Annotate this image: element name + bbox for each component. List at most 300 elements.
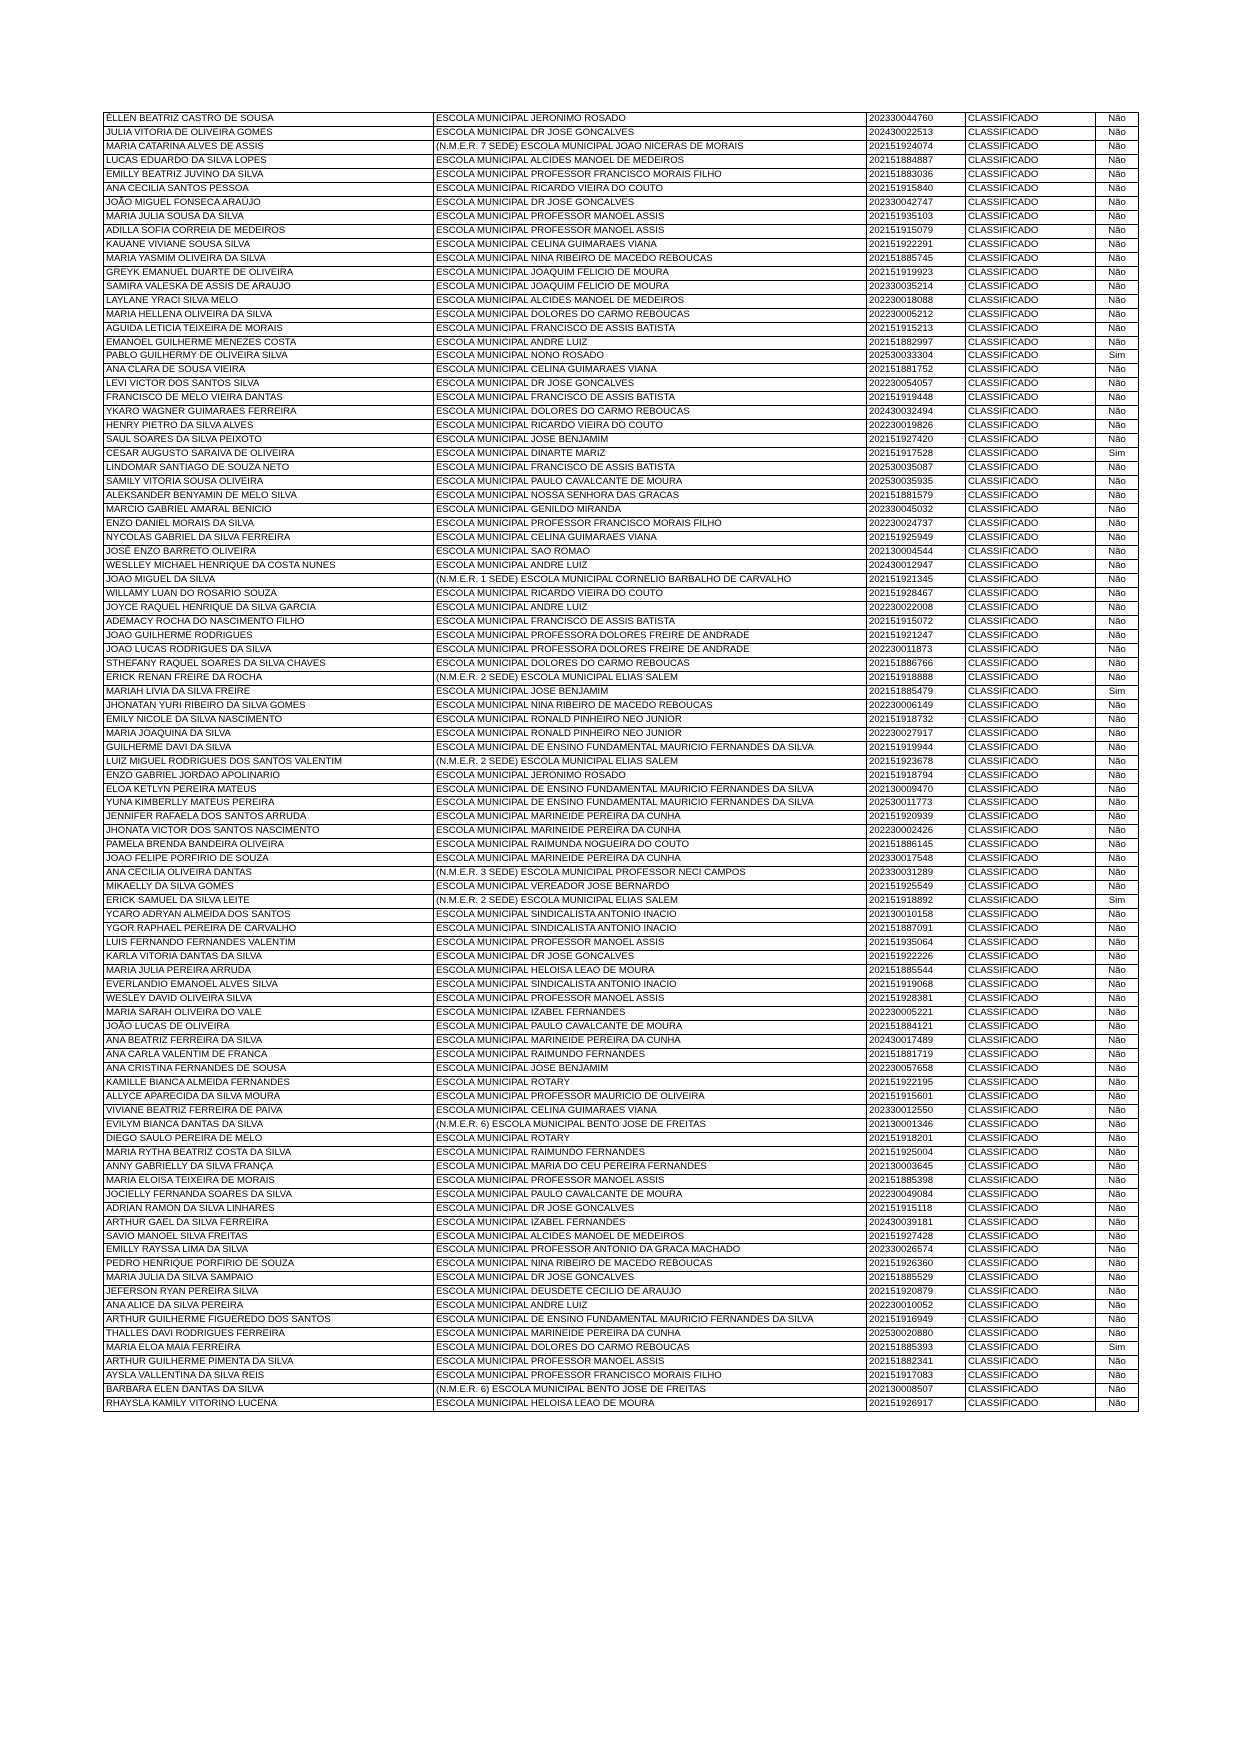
status-cell: CLASSIFICADO <box>966 587 1096 601</box>
enrollment-code-cell: 202530035935 <box>867 476 966 490</box>
school-cell: (N.M.E.R. 2 SEDE) ESCOLA MUNICIPAL ELIAS SALEM <box>434 755 867 769</box>
school-cell: ESCOLA MUNICIPAL RONALD PINHEIRO NEO JUNIOR <box>434 713 867 727</box>
student-name-cell: ADEMACY ROCHA DO NASCIMENTO FILHO <box>104 615 434 629</box>
status-cell: CLASSIFICADO <box>966 601 1096 615</box>
flag-cell: Não <box>1096 322 1139 336</box>
table-row <box>104 154 1139 168</box>
status-cell: CLASSIFICADO <box>966 1300 1096 1314</box>
enrollment-code-cell: 202151915840 <box>867 182 966 196</box>
flag-cell: Não <box>1096 1034 1139 1048</box>
status-cell: CLASSIFICADO <box>966 755 1096 769</box>
flag-cell: Não <box>1096 1007 1139 1021</box>
student-name-cell: BARBARA ELEN DANTAS DA SILVA <box>104 1384 434 1398</box>
student-name-cell: EMANOEL GUILHERME MENEZES COSTA <box>104 336 434 350</box>
table-row <box>104 266 1139 280</box>
flag-cell: Não <box>1096 1370 1139 1384</box>
school-cell: ESCOLA MUNICIPAL ROTARY <box>434 1132 867 1146</box>
school-cell: ESCOLA MUNICIPAL DR JOSE GONCALVES <box>434 1272 867 1286</box>
school-cell: ESCOLA MUNICIPAL NINA RIBEIRO DE MACEDO REBOUCAS <box>434 252 867 266</box>
table-body <box>104 113 1139 1412</box>
school-cell: (N.M.E.R. 2 SEDE) ESCOLA MUNICIPAL ELIAS SALEM <box>434 895 867 909</box>
flag-cell: Não <box>1096 1188 1139 1202</box>
table-row <box>104 560 1139 574</box>
flag-cell: Não <box>1096 378 1139 392</box>
enrollment-code-cell: 202151881752 <box>867 364 966 378</box>
status-cell: CLASSIFICADO <box>966 839 1096 853</box>
enrollment-code-cell: 202151885479 <box>867 685 966 699</box>
enrollment-code-cell: 202330042747 <box>867 196 966 210</box>
table-row <box>104 1328 1139 1342</box>
table-row <box>104 1020 1139 1034</box>
table-row <box>104 909 1139 923</box>
school-cell: ESCOLA MUNICIPAL PROFESSOR MANOEL ASSIS <box>434 937 867 951</box>
table-row <box>104 979 1139 993</box>
enrollment-code-cell: 202151926360 <box>867 1258 966 1272</box>
student-name-cell: JHONATA VICTOR DOS SANTOS NASCIMENTO <box>104 825 434 839</box>
table-row <box>104 448 1139 462</box>
school-cell: ESCOLA MUNICIPAL JERONIMO ROSADO <box>434 113 867 127</box>
school-cell: ESCOLA MUNICIPAL PROFESSOR FRANCISCO MORAIS FILHO <box>434 1370 867 1384</box>
status-cell: CLASSIFICADO <box>966 546 1096 560</box>
school-cell: ESCOLA MUNICIPAL PAULO CAVALCANTE DE MOURA <box>434 476 867 490</box>
table-row <box>104 1007 1139 1021</box>
school-cell: ESCOLA MUNICIPAL RAIMUNDO FERNANDES <box>434 1146 867 1160</box>
status-cell: CLASSIFICADO <box>966 979 1096 993</box>
student-name-cell: JOCIELLY FERNANDA SOARES DA SILVA <box>104 1188 434 1202</box>
status-cell: CLASSIFICADO <box>966 895 1096 909</box>
enrollment-code-cell: 202151915079 <box>867 224 966 238</box>
school-cell: ESCOLA MUNICIPAL DOLORES DO CARMO REBOUCAS <box>434 308 867 322</box>
status-cell: CLASSIFICADO <box>966 406 1096 420</box>
student-name-cell: JOYCE RAQUEL HENRIQUE DA SILVA GARCIA <box>104 601 434 615</box>
student-name-cell: JOAO LUCAS RODRIGUES DA SILVA <box>104 643 434 657</box>
school-cell: ESCOLA MUNICIPAL JOAQUIM FELICIO DE MOURA <box>434 266 867 280</box>
school-cell: ESCOLA MUNICIPAL PROFESSOR MANOEL ASSIS <box>434 224 867 238</box>
status-cell: CLASSIFICADO <box>966 853 1096 867</box>
flag-cell: Não <box>1096 881 1139 895</box>
table-row <box>104 1034 1139 1048</box>
student-name-cell: LUIZ MIGUEL RODRIGUES DOS SANTOS VALENTIM <box>104 755 434 769</box>
school-cell: ESCOLA MUNICIPAL ANDRE LUIZ <box>434 1300 867 1314</box>
school-cell: ESCOLA MUNICIPAL ROTARY <box>434 1076 867 1090</box>
enrollment-code-cell: 202230019826 <box>867 420 966 434</box>
status-cell: CLASSIFICADO <box>966 1188 1096 1202</box>
student-name-cell: EVERLANDIO EMANOEL ALVES SILVA <box>104 979 434 993</box>
school-cell: ESCOLA MUNICIPAL ALCIDES MANOEL DE MEDEIROS <box>434 294 867 308</box>
table-row <box>104 1048 1139 1062</box>
enrollment-code-cell: 202151919068 <box>867 979 966 993</box>
student-name-cell: MARIA JULIA SOUSA DA SILVA <box>104 210 434 224</box>
student-name-cell: SAMIRA VALESKA DE ASSIS DE ARAUJO <box>104 280 434 294</box>
flag-cell: Não <box>1096 126 1139 140</box>
enrollment-code-cell: 202130004544 <box>867 546 966 560</box>
student-name-cell: ANA CECILIA SANTOS PESSOA <box>104 182 434 196</box>
school-cell: (N.M.E.R. 6) ESCOLA MUNICIPAL BENTO JOSE DE FREITAS <box>434 1384 867 1398</box>
status-cell: CLASSIFICADO <box>966 629 1096 643</box>
table-row <box>104 1300 1139 1314</box>
flag-cell: Não <box>1096 1314 1139 1328</box>
table-row <box>104 1356 1139 1370</box>
student-name-cell: NYCOLAS GABRIEL DA SILVA FERREIRA <box>104 532 434 546</box>
status-cell: CLASSIFICADO <box>966 182 1096 196</box>
student-name-cell: HENRY PIETRO DA SILVA ALVES <box>104 420 434 434</box>
school-cell: ESCOLA MUNICIPAL IZABEL FERNANDES <box>434 1007 867 1021</box>
enrollment-code-cell: 202151885398 <box>867 1174 966 1188</box>
school-cell: ESCOLA MUNICIPAL MARINEIDE PEREIRA DA CUNHA <box>434 853 867 867</box>
student-name-cell: ELOA KETLYN PEREIRA MATEUS <box>104 783 434 797</box>
flag-cell: Não <box>1096 224 1139 238</box>
school-cell: ESCOLA MUNICIPAL HELOISA LEAO DE MOURA <box>434 1398 867 1412</box>
table-row <box>104 182 1139 196</box>
student-name-cell: JOAO MIGUEL DA SILVA <box>104 573 434 587</box>
status-cell: CLASSIFICADO <box>966 140 1096 154</box>
flag-cell: Não <box>1096 1062 1139 1076</box>
status-cell: CLASSIFICADO <box>966 769 1096 783</box>
table-row <box>104 294 1139 308</box>
school-cell: ESCOLA MUNICIPAL CELINA GUIMARAES VIANA <box>434 1104 867 1118</box>
student-name-cell: PAMELA BRENDA BANDEIRA OLIVEIRA <box>104 839 434 853</box>
school-cell: ESCOLA MUNICIPAL SINDICALISTA ANTONIO INACIO <box>434 909 867 923</box>
school-cell: ESCOLA MUNICIPAL RAIMUNDA NOGUEIRA DO COUTO <box>434 839 867 853</box>
table-row <box>104 853 1139 867</box>
flag-cell: Não <box>1096 1384 1139 1398</box>
student-name-cell: EVILYM BIANCA DANTAS DA SILVA <box>104 1118 434 1132</box>
student-name-cell: FRANCISCO DE MELO VIEIRA DANTAS <box>104 392 434 406</box>
school-cell: ESCOLA MUNICIPAL NOSSA SENHORA DAS GRACAS <box>434 490 867 504</box>
status-cell: CLASSIFICADO <box>966 308 1096 322</box>
table-row <box>104 965 1139 979</box>
enrollment-code-cell: 202151923678 <box>867 755 966 769</box>
status-cell: CLASSIFICADO <box>966 811 1096 825</box>
enrollment-code-cell: 202230005221 <box>867 1007 966 1021</box>
table-row <box>104 1118 1139 1132</box>
enrollment-code-cell: 202151884121 <box>867 1020 966 1034</box>
enrollment-code-cell: 202230010052 <box>867 1300 966 1314</box>
table-row <box>104 769 1139 783</box>
school-cell: ESCOLA MUNICIPAL ANDRE LUIZ <box>434 601 867 615</box>
school-cell: ESCOLA MUNICIPAL FRANCISCO DE ASSIS BATISTA <box>434 392 867 406</box>
table-row <box>104 238 1139 252</box>
school-cell: ESCOLA MUNICIPAL SINDICALISTA ANTONIO INACIO <box>434 923 867 937</box>
table-row <box>104 1132 1139 1146</box>
student-name-cell: PEDRO HENRIQUE PORFIRIO DE SOUZA <box>104 1258 434 1272</box>
flag-cell: Não <box>1096 196 1139 210</box>
flag-cell: Não <box>1096 769 1139 783</box>
enrollment-code-cell: 202151918732 <box>867 713 966 727</box>
status-cell: CLASSIFICADO <box>966 532 1096 546</box>
table-row <box>104 1272 1139 1286</box>
school-cell: ESCOLA MUNICIPAL RICARDO VIEIRA DO COUTO <box>434 587 867 601</box>
school-cell: ESCOLA MUNICIPAL PROFESSOR MAURICIO DE OLIVEIRA <box>434 1090 867 1104</box>
status-cell: CLASSIFICADO <box>966 1230 1096 1244</box>
table-row <box>104 755 1139 769</box>
enrollment-code-cell: 202151925949 <box>867 532 966 546</box>
student-name-cell: WESLLEY MICHAEL HENRIQUE DA COSTA NUNES <box>104 560 434 574</box>
flag-cell: Não <box>1096 741 1139 755</box>
school-cell: ESCOLA MUNICIPAL FRANCISCO DE ASSIS BATISTA <box>434 462 867 476</box>
flag-cell: Não <box>1096 1356 1139 1370</box>
flag-cell: Não <box>1096 406 1139 420</box>
enrollment-code-cell: 202530020880 <box>867 1328 966 1342</box>
school-cell: ESCOLA MUNICIPAL DEUSDETE CECILIO DE ARAUJO <box>434 1286 867 1300</box>
student-name-cell: WESLEY DAVID OLIVEIRA SILVA <box>104 993 434 1007</box>
enrollment-code-cell: 202151920939 <box>867 811 966 825</box>
status-cell: CLASSIFICADO <box>966 1342 1096 1356</box>
status-cell: CLASSIFICADO <box>966 1328 1096 1342</box>
status-cell: CLASSIFICADO <box>966 280 1096 294</box>
table-row <box>104 783 1139 797</box>
enrollment-code-cell: 202151885529 <box>867 1272 966 1286</box>
school-cell: ESCOLA MUNICIPAL PROFESSORA DOLORES FREIRE DE ANDRADE <box>434 629 867 643</box>
student-name-cell: MARIA JULIA PEREIRA ARRUDA <box>104 965 434 979</box>
flag-cell: Não <box>1096 951 1139 965</box>
status-cell: CLASSIFICADO <box>966 1216 1096 1230</box>
school-cell: ESCOLA MUNICIPAL DR JOSE GONCALVES <box>434 196 867 210</box>
flag-cell: Não <box>1096 797 1139 811</box>
flag-cell: Não <box>1096 727 1139 741</box>
table-row <box>104 1076 1139 1090</box>
school-cell: ESCOLA MUNICIPAL PROFESSOR MANOEL ASSIS <box>434 210 867 224</box>
school-cell: ESCOLA MUNICIPAL DOLORES DO CARMO REBOUCAS <box>434 657 867 671</box>
school-cell: ESCOLA MUNICIPAL MARINEIDE PEREIRA DA CUNHA <box>434 811 867 825</box>
school-cell: ESCOLA MUNICIPAL PAULO CAVALCANTE DE MOURA <box>434 1188 867 1202</box>
student-name-cell: MARIA RYTHA BEATRIZ COSTA DA SILVA <box>104 1146 434 1160</box>
student-name-cell: AYSLA VALLENTINA DA SILVA REIS <box>104 1370 434 1384</box>
status-cell: CLASSIFICADO <box>966 168 1096 182</box>
student-name-cell: MARCIO GABRIEL AMARAL BENICIO <box>104 504 434 518</box>
enrollment-code-cell: 202151884887 <box>867 154 966 168</box>
table-row <box>104 462 1139 476</box>
enrollment-code-cell: 202151928381 <box>867 993 966 1007</box>
enrollment-code-cell: 202151917528 <box>867 448 966 462</box>
table-row <box>104 657 1139 671</box>
student-name-cell: ARTHUR GUILHERME PIMENTA DA SILVA <box>104 1356 434 1370</box>
school-cell: ESCOLA MUNICIPAL PROFESSOR MANOEL ASSIS <box>434 993 867 1007</box>
enrollment-code-cell: 202151918888 <box>867 671 966 685</box>
student-name-cell: LUCAS EDUARDO DA SILVA LOPES <box>104 154 434 168</box>
flag-cell: Não <box>1096 1132 1139 1146</box>
flag-cell: Não <box>1096 629 1139 643</box>
school-cell: ESCOLA MUNICIPAL RICARDO VIEIRA DO COUTO <box>434 182 867 196</box>
flag-cell: Não <box>1096 336 1139 350</box>
status-cell: CLASSIFICADO <box>966 490 1096 504</box>
status-cell: CLASSIFICADO <box>966 1272 1096 1286</box>
status-cell: CLASSIFICADO <box>966 392 1096 406</box>
status-cell: CLASSIFICADO <box>966 1244 1096 1258</box>
table-row <box>104 1258 1139 1272</box>
status-cell: CLASSIFICADO <box>966 797 1096 811</box>
flag-cell: Não <box>1096 294 1139 308</box>
flag-cell: Não <box>1096 168 1139 182</box>
flag-cell: Não <box>1096 1300 1139 1314</box>
student-name-cell: ERICK RENAN FREIRE DA ROCHA <box>104 671 434 685</box>
student-name-cell: MARIA YASMIM OLIVEIRA DA SILVA <box>104 252 434 266</box>
flag-cell: Não <box>1096 182 1139 196</box>
school-cell: (N.M.E.R. 2 SEDE) ESCOLA MUNICIPAL ELIAS SALEM <box>434 671 867 685</box>
school-cell: ESCOLA MUNICIPAL DOLORES DO CARMO REBOUCAS <box>434 406 867 420</box>
table-row <box>104 1202 1139 1216</box>
flag-cell: Não <box>1096 573 1139 587</box>
status-cell: CLASSIFICADO <box>966 364 1096 378</box>
enrollment-code-cell: 202151925549 <box>867 881 966 895</box>
status-cell: CLASSIFICADO <box>966 518 1096 532</box>
school-cell: ESCOLA MUNICIPAL SAO ROMAO <box>434 546 867 560</box>
status-cell: CLASSIFICADO <box>966 294 1096 308</box>
table-row <box>104 350 1139 364</box>
school-cell: ESCOLA MUNICIPAL NONO ROSADO <box>434 350 867 364</box>
status-cell: CLASSIFICADO <box>966 113 1096 127</box>
status-cell: CLASSIFICADO <box>966 1048 1096 1062</box>
flag-cell: Não <box>1096 1258 1139 1272</box>
status-cell: CLASSIFICADO <box>966 448 1096 462</box>
enrollment-code-cell: 202330012550 <box>867 1104 966 1118</box>
table-row <box>104 1216 1139 1230</box>
table-row <box>104 1160 1139 1174</box>
school-cell: (N.M.E.R. 3 SEDE) ESCOLA MUNICIPAL PROFESSOR NECI CAMPOS <box>434 867 867 881</box>
enrollment-code-cell: 202330017548 <box>867 853 966 867</box>
school-cell: ESCOLA MUNICIPAL DE ENSINO FUNDAMENTAL MAURICIO FERNANDES DA SILVA <box>434 797 867 811</box>
flag-cell: Não <box>1096 140 1139 154</box>
school-cell: ESCOLA MUNICIPAL VEREADOR JOSE BERNARDO <box>434 881 867 895</box>
student-name-cell: YGOR RAPHAEL PEREIRA DE CARVALHO <box>104 923 434 937</box>
student-name-cell: SAVIO MANOEL SILVA FREITAS <box>104 1230 434 1244</box>
student-name-cell: MARIA JOAQUINA DA SILVA <box>104 727 434 741</box>
student-name-cell: MIKAELLY DA SILVA GOMES <box>104 881 434 895</box>
student-name-cell: SAUL SOARES DA SILVA PEIXOTO <box>104 434 434 448</box>
flag-cell: Não <box>1096 671 1139 685</box>
enrollment-code-cell: 202151885393 <box>867 1342 966 1356</box>
table-row <box>104 490 1139 504</box>
flag-cell: Não <box>1096 853 1139 867</box>
student-name-cell: STHEFANY RAQUEL SOARES DA SILVA CHAVES <box>104 657 434 671</box>
enrollment-code-cell: 202151922291 <box>867 238 966 252</box>
table-row <box>104 224 1139 238</box>
status-cell: CLASSIFICADO <box>966 1062 1096 1076</box>
flag-cell: Não <box>1096 699 1139 713</box>
table-row <box>104 685 1139 699</box>
enrollment-code-cell: 202230011873 <box>867 643 966 657</box>
enrollment-code-cell: 202151927428 <box>867 1230 966 1244</box>
status-cell: CLASSIFICADO <box>966 1356 1096 1370</box>
table-row <box>104 699 1139 713</box>
school-cell: ESCOLA MUNICIPAL CELINA GUIMARAES VIANA <box>434 532 867 546</box>
enrollment-code-cell: 202151935103 <box>867 210 966 224</box>
enrollment-code-cell: 202151919944 <box>867 741 966 755</box>
student-name-cell: JOÃO MIGUEL FONSECA ARAÚJO <box>104 196 434 210</box>
student-name-cell: EMILY NICOLE DA SILVA NASCIMENTO <box>104 713 434 727</box>
enrollment-code-cell: 202230049084 <box>867 1188 966 1202</box>
school-cell: ESCOLA MUNICIPAL PROFESSORA DOLORES FREIRE DE ANDRADE <box>434 643 867 657</box>
table-row <box>104 1146 1139 1160</box>
student-name-cell: DIEGO SAULO PEREIRA DE MELO <box>104 1132 434 1146</box>
status-cell: CLASSIFICADO <box>966 741 1096 755</box>
table-row <box>104 811 1139 825</box>
flag-cell: Não <box>1096 1230 1139 1244</box>
flag-cell: Não <box>1096 923 1139 937</box>
table-row <box>104 713 1139 727</box>
table-row <box>104 434 1139 448</box>
table-row <box>104 573 1139 587</box>
table-row <box>104 168 1139 182</box>
table-row <box>104 210 1139 224</box>
status-cell: CLASSIFICADO <box>966 1174 1096 1188</box>
student-name-cell: MARIA CATARINA ALVES DE ASSIS <box>104 140 434 154</box>
school-cell: (N.M.E.R. 7 SEDE) ESCOLA MUNICIPAL JOAO NICERAS DE MORAIS <box>434 140 867 154</box>
enrollment-code-cell: 202151882997 <box>867 336 966 350</box>
status-cell: CLASSIFICADO <box>966 420 1096 434</box>
enrollment-code-cell: 202130001346 <box>867 1118 966 1132</box>
table-row <box>104 406 1139 420</box>
student-name-cell: JHONATAN YURI RIBEIRO DA SILVA GOMES <box>104 699 434 713</box>
table-row <box>104 937 1139 951</box>
status-cell: CLASSIFICADO <box>966 1104 1096 1118</box>
student-name-cell: ANA CRISTINA FERNANDES DE SOUSA <box>104 1062 434 1076</box>
flag-cell: Não <box>1096 657 1139 671</box>
table-row <box>104 546 1139 560</box>
student-name-cell: JEFERSON RYAN PEREIRA SILVA <box>104 1286 434 1300</box>
school-cell: ESCOLA MUNICIPAL DE ENSINO FUNDAMENTAL MAURICIO FERNANDES DA SILVA <box>434 783 867 797</box>
school-cell: ESCOLA MUNICIPAL PROFESSOR FRANCISCO MORAIS FILHO <box>434 518 867 532</box>
table-row <box>104 839 1139 853</box>
enrollment-code-cell: 202230057658 <box>867 1062 966 1076</box>
status-cell: CLASSIFICADO <box>966 699 1096 713</box>
student-name-cell: ALEKSANDER BENYAMIN DE MELO SILVA <box>104 490 434 504</box>
flag-cell: Não <box>1096 1398 1139 1412</box>
student-name-cell: ENZO DANIEL MORAIS DA SILVA <box>104 518 434 532</box>
school-cell: ESCOLA MUNICIPAL DR JOSE GONCALVES <box>434 378 867 392</box>
table-row <box>104 671 1139 685</box>
status-cell: CLASSIFICADO <box>966 643 1096 657</box>
school-cell: ESCOLA MUNICIPAL MARINEIDE PEREIRA DA CUNHA <box>434 1034 867 1048</box>
school-cell: ESCOLA MUNICIPAL MARIA DO CEU PEREIRA FERNANDES <box>434 1160 867 1174</box>
table-row <box>104 252 1139 266</box>
student-name-cell: JOÃO LUCAS DE OLIVEIRA <box>104 1020 434 1034</box>
student-name-cell: SAMILY VITORIA SOUSA OLIVEIRA <box>104 476 434 490</box>
flag-cell: Não <box>1096 615 1139 629</box>
school-cell: ESCOLA MUNICIPAL MARINEIDE PEREIRA DA CUNHA <box>434 825 867 839</box>
student-name-cell: EMILLY BEATRIZ JUVINO DA SILVA <box>104 168 434 182</box>
student-name-cell: MARIAH LIVIA DA SILVA FREIRE <box>104 685 434 699</box>
enrollment-code-cell: 202130003645 <box>867 1160 966 1174</box>
table-row <box>104 601 1139 615</box>
status-cell: CLASSIFICADO <box>966 993 1096 1007</box>
enrollment-code-cell: 202151926917 <box>867 1398 966 1412</box>
enrollment-code-cell: 202151881579 <box>867 490 966 504</box>
student-name-cell: JULIA VITORIA DE OLIVEIRA GOMES <box>104 126 434 140</box>
enrollment-code-cell: 202230022008 <box>867 601 966 615</box>
school-cell: ESCOLA MUNICIPAL IZABEL FERNANDES <box>434 1216 867 1230</box>
enrollment-code-cell: 202151917083 <box>867 1370 966 1384</box>
enrollment-code-cell: 202330026574 <box>867 1244 966 1258</box>
enrollment-code-cell: 202530035087 <box>867 462 966 476</box>
flag-cell: Não <box>1096 1104 1139 1118</box>
flag-cell: Não <box>1096 783 1139 797</box>
flag-cell: Sim <box>1096 1342 1139 1356</box>
status-cell: CLASSIFICADO <box>966 1384 1096 1398</box>
school-cell: ESCOLA MUNICIPAL CELINA GUIMARAES VIANA <box>434 238 867 252</box>
flag-cell: Não <box>1096 909 1139 923</box>
enrollment-code-cell: 202430039181 <box>867 1216 966 1230</box>
flag-cell: Sim <box>1096 685 1139 699</box>
status-cell: CLASSIFICADO <box>966 322 1096 336</box>
enrollment-code-cell: 202151927420 <box>867 434 966 448</box>
student-name-cell: PABLO GUILHERMY DE OLIVEIRA SILVA <box>104 350 434 364</box>
table-row <box>104 1174 1139 1188</box>
school-cell: ESCOLA MUNICIPAL SINDICALISTA ANTONIO INACIO <box>434 979 867 993</box>
school-cell: ESCOLA MUNICIPAL FRANCISCO DE ASSIS BATISTA <box>434 615 867 629</box>
flag-cell: Não <box>1096 979 1139 993</box>
status-cell: CLASSIFICADO <box>966 126 1096 140</box>
